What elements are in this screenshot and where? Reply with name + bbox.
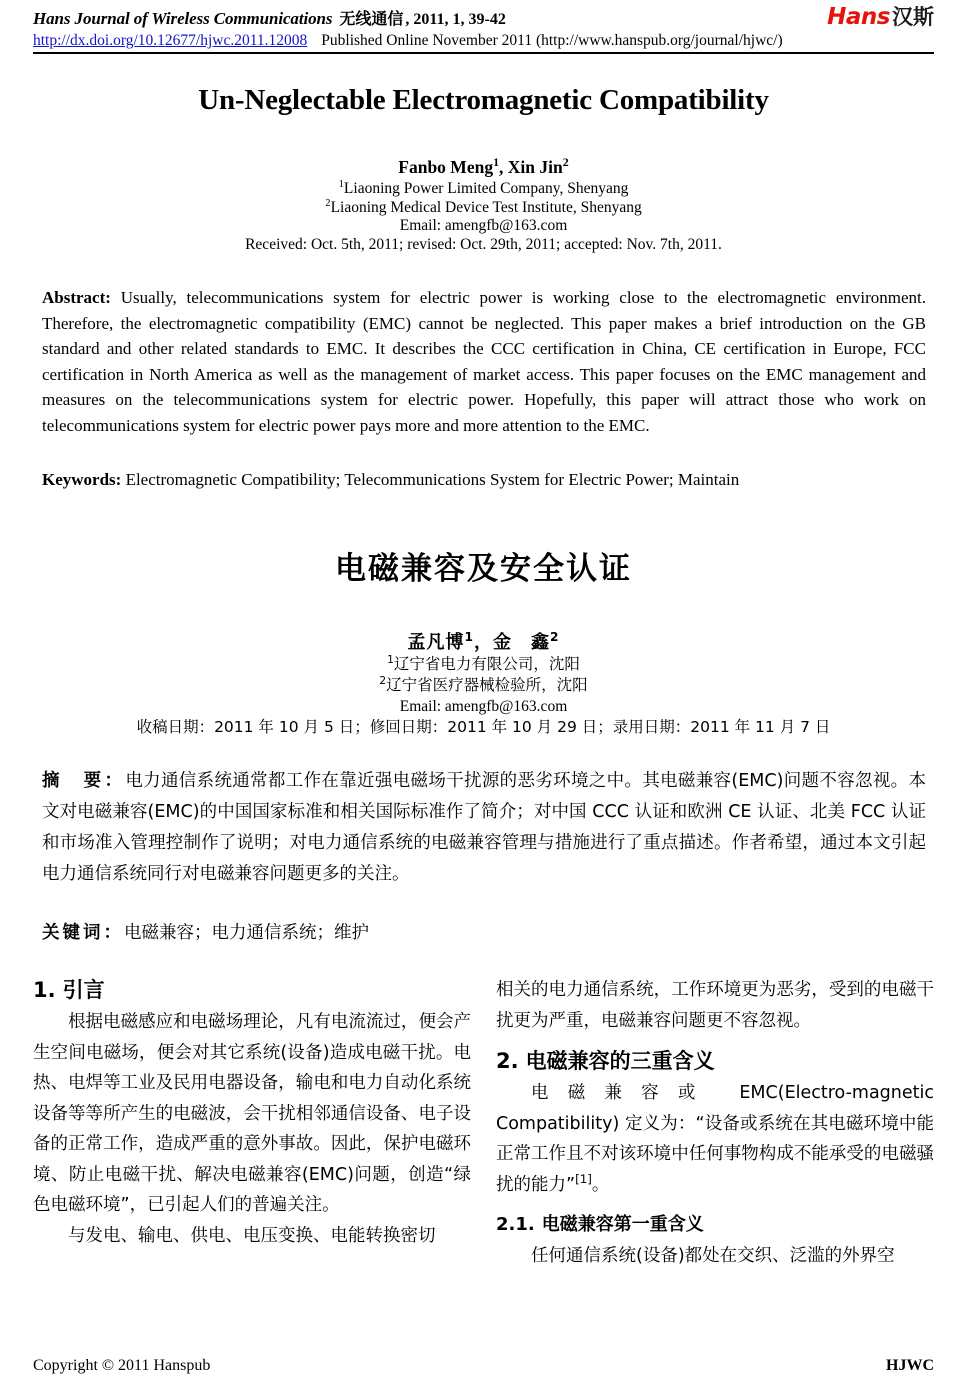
paragraph-intro-2-continued: 相关的电力通信系统，工作环境更为恶劣，受到的电磁干扰更为严重，电磁兼容问题更不容忽视。 <box>496 980 934 1031</box>
keywords-label-en: Keywords: <box>42 470 122 489</box>
affiliations-en <box>33 180 934 254</box>
body-column-left <box>33 975 471 1251</box>
body-column-right <box>496 975 934 1272</box>
email-en: Email: amengfb@163.com <box>399 217 568 234</box>
affiliation-1-text-en: Liaoning Power Limited Company, Shenyang <box>343 180 629 197</box>
author-1-affil-marker-cn: 1 <box>464 630 474 644</box>
page-title-cn: 电磁兼容及安全认证 <box>335 551 632 587</box>
section-title-1: 引言 <box>62 978 105 1002</box>
affiliation-1-cn <box>33 654 934 675</box>
paragraph-intro-1: 根据电磁感应和电磁场理论，凡有电流流过，便会产生空间电磁场，便会对其它系统(设备)造成电磁干扰。电热、电焊等工业及民用电器设备，输电和电力自动化系统设备等等所产生的电磁波，会干扰相邻通信设备、电子设备的正常工作，造成严重的意外事故。因此，保护电磁环境、防止电磁干扰、解决电磁兼容(EMC)问题，创造“绿色电磁环境”，已引起人们的普遍关注。 <box>33 1012 471 1215</box>
author-2-affil-marker-en: 2 <box>562 155 569 170</box>
authors-separator-cn: ， <box>474 632 493 653</box>
paragraph-emc-definition <box>496 1078 934 1200</box>
affiliation-2-text-cn: 辽宁省医疗器械检验所，沈阳 <box>386 676 588 694</box>
keywords-en <box>42 467 926 493</box>
affiliation-1-marker-en: 1 <box>338 178 344 190</box>
page-footer <box>33 1357 934 1375</box>
paragraph-emc-definition-text: 电磁兼容或 EMC(Electro-magnetic Compatibility) 定义为：“设备或系统在其电磁环境中能正常工作且不对该环境中任何事物构成不能承受的电磁骚扰的能力” <box>496 1083 934 1195</box>
paragraph-intro-2: 与发电、输电、供电、电压变换、电能转换密切 <box>68 1225 436 1246</box>
dates-en: Received: Oct. 5th, 2011; revised: Oct. 29th, 2011; accepted: Nov. 7th, 2011. <box>245 235 722 253</box>
keywords-text-en: Electromagnetic Compatibility; Telecommunications System for Electric Power; Maintain <box>121 470 740 489</box>
journal-abbrev: HJWC <box>886 1357 934 1374</box>
abstract-text-cn: 电力通信系统通常都工作在靠近强电磁场干扰源的恶劣环境之中。其电磁兼容(EMC)问题不容忽视。本文对电磁兼容(EMC)的中国国家标准和相关国际标准作了简介；对中国 CCC 认证和欧洲 CE 认证、北美 FCC 认证和市场准入管理控制作了说明；对电力通信系统的电磁兼容管理与措施进行了重点描述。作者希望，通过本文引起电力通信系统同行对电磁兼容问题更多的关注。 <box>42 771 927 884</box>
header-divider <box>33 52 934 54</box>
author-2-name-en: , Xin Jin <box>499 157 563 177</box>
author-2-name-cn: 金 鑫 <box>493 632 550 653</box>
journal-title-cn: 无线通信 <box>339 9 404 28</box>
affiliation-2-marker-cn: 2 <box>379 674 387 687</box>
page-title: Un-Neglectable Electromagnetic Compatibility <box>198 84 769 116</box>
section-number-2: 2. <box>496 1049 519 1073</box>
published-online-text: Published Online November 2011 (http://www.hanspub.org/journal/hjwc/) <box>321 32 783 49</box>
logo-cn-text: 汉斯 <box>892 5 934 29</box>
copyright-text: Copyright © 2011 Hanspub <box>33 1357 211 1374</box>
section-spacer <box>496 1036 934 1046</box>
subsection-title-2-1: 电磁兼容第一重含义 <box>541 1214 704 1235</box>
section-title-2: 电磁兼容的三重含义 <box>525 1049 715 1073</box>
keywords-cn <box>42 918 926 949</box>
running-head <box>33 6 934 50</box>
affiliation-2-text-en: Liaoning Medical Device Test Institute, Shenyang <box>330 198 642 216</box>
abstract-en <box>42 285 926 438</box>
authors-en <box>33 157 934 178</box>
logo-latin-text: Hans <box>827 4 890 30</box>
section-heading-1 <box>33 975 471 1005</box>
subsection-heading-2-1 <box>496 1211 934 1239</box>
paragraph-emc-definition-tail: 。 <box>591 1174 610 1195</box>
keywords-text-cn: 电磁兼容；电力通信系统；维护 <box>124 923 369 943</box>
hanspub-logo <box>827 6 934 29</box>
abstract-label-cn: 摘 要： <box>42 771 126 791</box>
section-number-1: 1. <box>33 978 56 1002</box>
affiliation-2-cn <box>33 675 934 696</box>
abstract-cn <box>42 766 926 890</box>
affiliations-cn <box>33 654 934 738</box>
doi-link[interactable]: http://dx.doi.org/10.12677/hjwc.2011.12008 <box>33 32 308 49</box>
abstract-text-en: Usually, telecommunications system for electric power is working close to the electromagnetic environment. Therefore, the electromagnetic compatibility (EMC) cannot be neglected. This paper makes a brief introduction on the GB standard and other related standards to EMC. It describes the CCC certification in China, CE certification in Europe, FCC certification in North America as well as the management of market access. This paper focuses on the EMC management and measures on the telecommunications system for electric power. Hopefully, this paper will attract those who work on telecommunications system for electric power pays more and more attention to the EMC. <box>42 288 926 435</box>
affiliation-2-en <box>33 199 934 218</box>
keywords-label-cn: 关键词： <box>42 923 124 943</box>
running-head-line-1 <box>33 6 934 29</box>
authors-cn <box>33 628 934 654</box>
subsection-number-2-1: 2.1. <box>496 1214 535 1235</box>
affiliation-1-text-cn: 辽宁省电力有限公司，沈阳 <box>393 655 580 673</box>
dates-cn: 收稿日期：2011 年 10 月 5 日；修回日期：2011 年 10 月 29 日；录用日期：2011 年 11 月 7 日 <box>136 718 831 736</box>
author-1-affil-marker-en: 1 <box>493 155 500 170</box>
affiliation-2-marker-en: 2 <box>325 197 331 209</box>
affiliation-1-marker-cn: 1 <box>387 653 394 666</box>
journal-citation-block <box>33 6 506 29</box>
affiliation-1-en <box>33 180 934 199</box>
journal-title-en: Hans Journal of Wireless Communications <box>33 9 333 28</box>
journal-citation: , 2011, 1, 39-42 <box>405 11 506 28</box>
paragraph-first-meaning: 任何通信系统(设备)都处在交织、泛滥的外界空 <box>531 1246 895 1266</box>
email-cn: Email: amengfb@163.com <box>399 698 568 715</box>
author-2-affil-marker-cn: 2 <box>550 630 560 644</box>
abstract-label-en: Abstract: <box>42 288 111 307</box>
citation-ref-1[interactable]: [1] <box>575 1171 592 1186</box>
section-heading-2 <box>496 1046 934 1076</box>
author-1-name-cn: 孟凡博 <box>407 632 465 653</box>
running-head-line-2 <box>33 32 934 50</box>
author-1-name-en: Fanbo Meng <box>398 157 494 177</box>
